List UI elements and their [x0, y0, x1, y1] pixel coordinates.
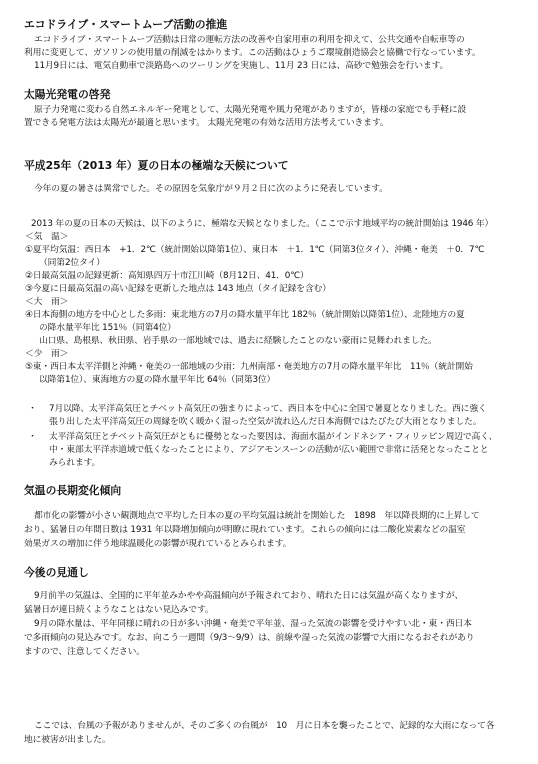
section-heading-outlook: 今後の見通し [24, 566, 89, 579]
paragraph-line: ここでは、台風の予報がありませんが、そのご多くの台風が 10 月に日本を襲ったことで、記録的な大雨になって各 [34, 721, 495, 731]
quote-line: ②日最高気温の記録更新：高知県四万十市江川崎（8月12日、41．0℃） [25, 271, 309, 281]
bullet-line: みられます。 [49, 458, 101, 468]
paragraph-line: 地に被害が出ました。 [24, 735, 111, 745]
quote-line: ＜気 温＞ [25, 232, 69, 242]
quote-line: ⑤東・西日本太平洋側と沖縄・奄美の一部地域の少雨：九州南部・奄美地方の7月の降水量平年比 11％（統計開始 [25, 362, 473, 372]
paragraph-line: 都市化の影響が小さい観測地点で平均した日本の夏の平均気温は統計を開始した 1898 年以降長期的に上昇して [34, 511, 480, 521]
quote-line: の降水量平年比 151％（同第4位） [39, 323, 176, 333]
paragraph-line: 9月の降水量は、平年同様に晴れの日が多い沖縄・奄美で平年並、湿った気流の影響を受けやすい北・東・西日本 [34, 619, 472, 629]
quote-line: 以降第1位）、東海地方の夏の降水量平年比 64％（同第3位） [39, 375, 276, 385]
quote-line: ＜大 雨＞ [25, 297, 69, 307]
quote-line: 2013 年の夏の日本の天候は、以下のように、極端な天候となりました。（ここで示す地域平均の統計開始は 1946 年） [31, 219, 494, 229]
paragraph-line: で多雨傾向の見込みです。なお、向こう一週間（9/3～9/9）は、前線や湿った気流の影響で大雨になるおそれがあり [24, 633, 475, 643]
paragraph-line: 11月9日には、電気自動車で淡路島へのツーリングを実施し、11月 23 日には、高砂で勉強会を行います。 [34, 61, 449, 71]
quote-line: 山口県、島根県、秋田県、岩手県の一部地域では、過去に経験したことのない豪雨に見舞われました。 [39, 336, 437, 346]
paragraph-line: 猛暑日が連日続くようなことはない見込みです。 [24, 605, 214, 615]
paragraph-line: おり、猛暑日の年間日数は 1931 年以降増加傾向が明瞭に現れています。これらの傾向には二酸化炭素などの温室 [24, 525, 466, 535]
quote-line: ④日本海側の地方を中心とした多雨：東北地方の7月の降水量平年比 182％（統計開始以降第1位）、北陸地方の夏 [25, 310, 465, 320]
paragraph-line: エコドライブ・スマートムーブ活動は日常の運転方法の改善や自家用車の利用を抑えて、公共交通や自転車等の [34, 35, 465, 45]
quote-line: ＜少 雨＞ [25, 349, 69, 359]
intro-line: 今年の夏の暑さは異常でした。その原因を気象庁が９月２日に次のように発表しています。 [34, 184, 388, 194]
paragraph-line: 9月前半の気温は、全国的に平年並みかやや高温傾向が予報されており、晴れた日には気温が高くなりますが、 [34, 591, 464, 601]
bullet-marker: ・ [28, 404, 38, 414]
bullet-line: 中・東部太平洋赤道域で低くなったことにより、アジアモンスーンの活動が広い範囲で非常に活発となったことと [49, 445, 489, 455]
bullet-line: 7月以降、太平洋高気圧とチベット高気圧の強まりによって、西日本を中心に全国で暑夏となりました。西に強く [49, 404, 487, 414]
section-heading-eco-drive: エコドライブ・スマートムーブ活動の推進 [24, 18, 228, 31]
bullet-line: 張り出した太平洋高気圧の周縁を吹く暖かく湿った空気が流れ込んだ日本海側ではたびたび大雨となりました。 [49, 417, 482, 427]
paragraph-line: 置できる発電方法は太陽光が最適と思います。 太陽光発電の有効な活用方法考えていきます。 [24, 118, 389, 128]
section-heading-weather-2013: 平成25年（2013 年）夏の日本の極端な天候について [24, 159, 289, 172]
bullet-marker: ・ [28, 432, 38, 442]
paragraph-line: ますので、注意してください。 [24, 647, 145, 657]
paragraph-line: 効果ガスの増加に伴う地球温暖化の影響が現れているとみられます。 [24, 539, 292, 549]
quote-line: ③今夏に日最高気温の高い記録を更新した地点は 143 地点（タイ記録を含む） [25, 284, 331, 294]
quote-line: （同第2位タイ） [39, 258, 105, 268]
paragraph-line: 利用に変更して、ガソリンの使用量の削減をはかります。この活動はひょうご環境創造協会と協働で行なっています。 [24, 48, 481, 58]
quote-line: ①夏平均気温：西日本 +1．2℃（統計開始以降第1位）、東日本 ＋1．1℃（同第3位タイ）、沖縄・奄美 ＋0．7℃ [25, 245, 485, 255]
section-heading-solar: 太陽光発電の啓発 [24, 88, 111, 101]
section-heading-long-term-trend: 気温の長期変化傾向 [24, 484, 122, 497]
paragraph-line: 原子力発電に変わる自然エネルギー発電として、太陽光発電や風力発電がありますが，皆様の家庭でも手軽に設 [34, 105, 467, 115]
bullet-line: 太平洋高気圧とチベット高気圧がともに優勢となった要因は、海面水温がインドネシア・フィリッピン周辺で高く、 [49, 432, 498, 442]
